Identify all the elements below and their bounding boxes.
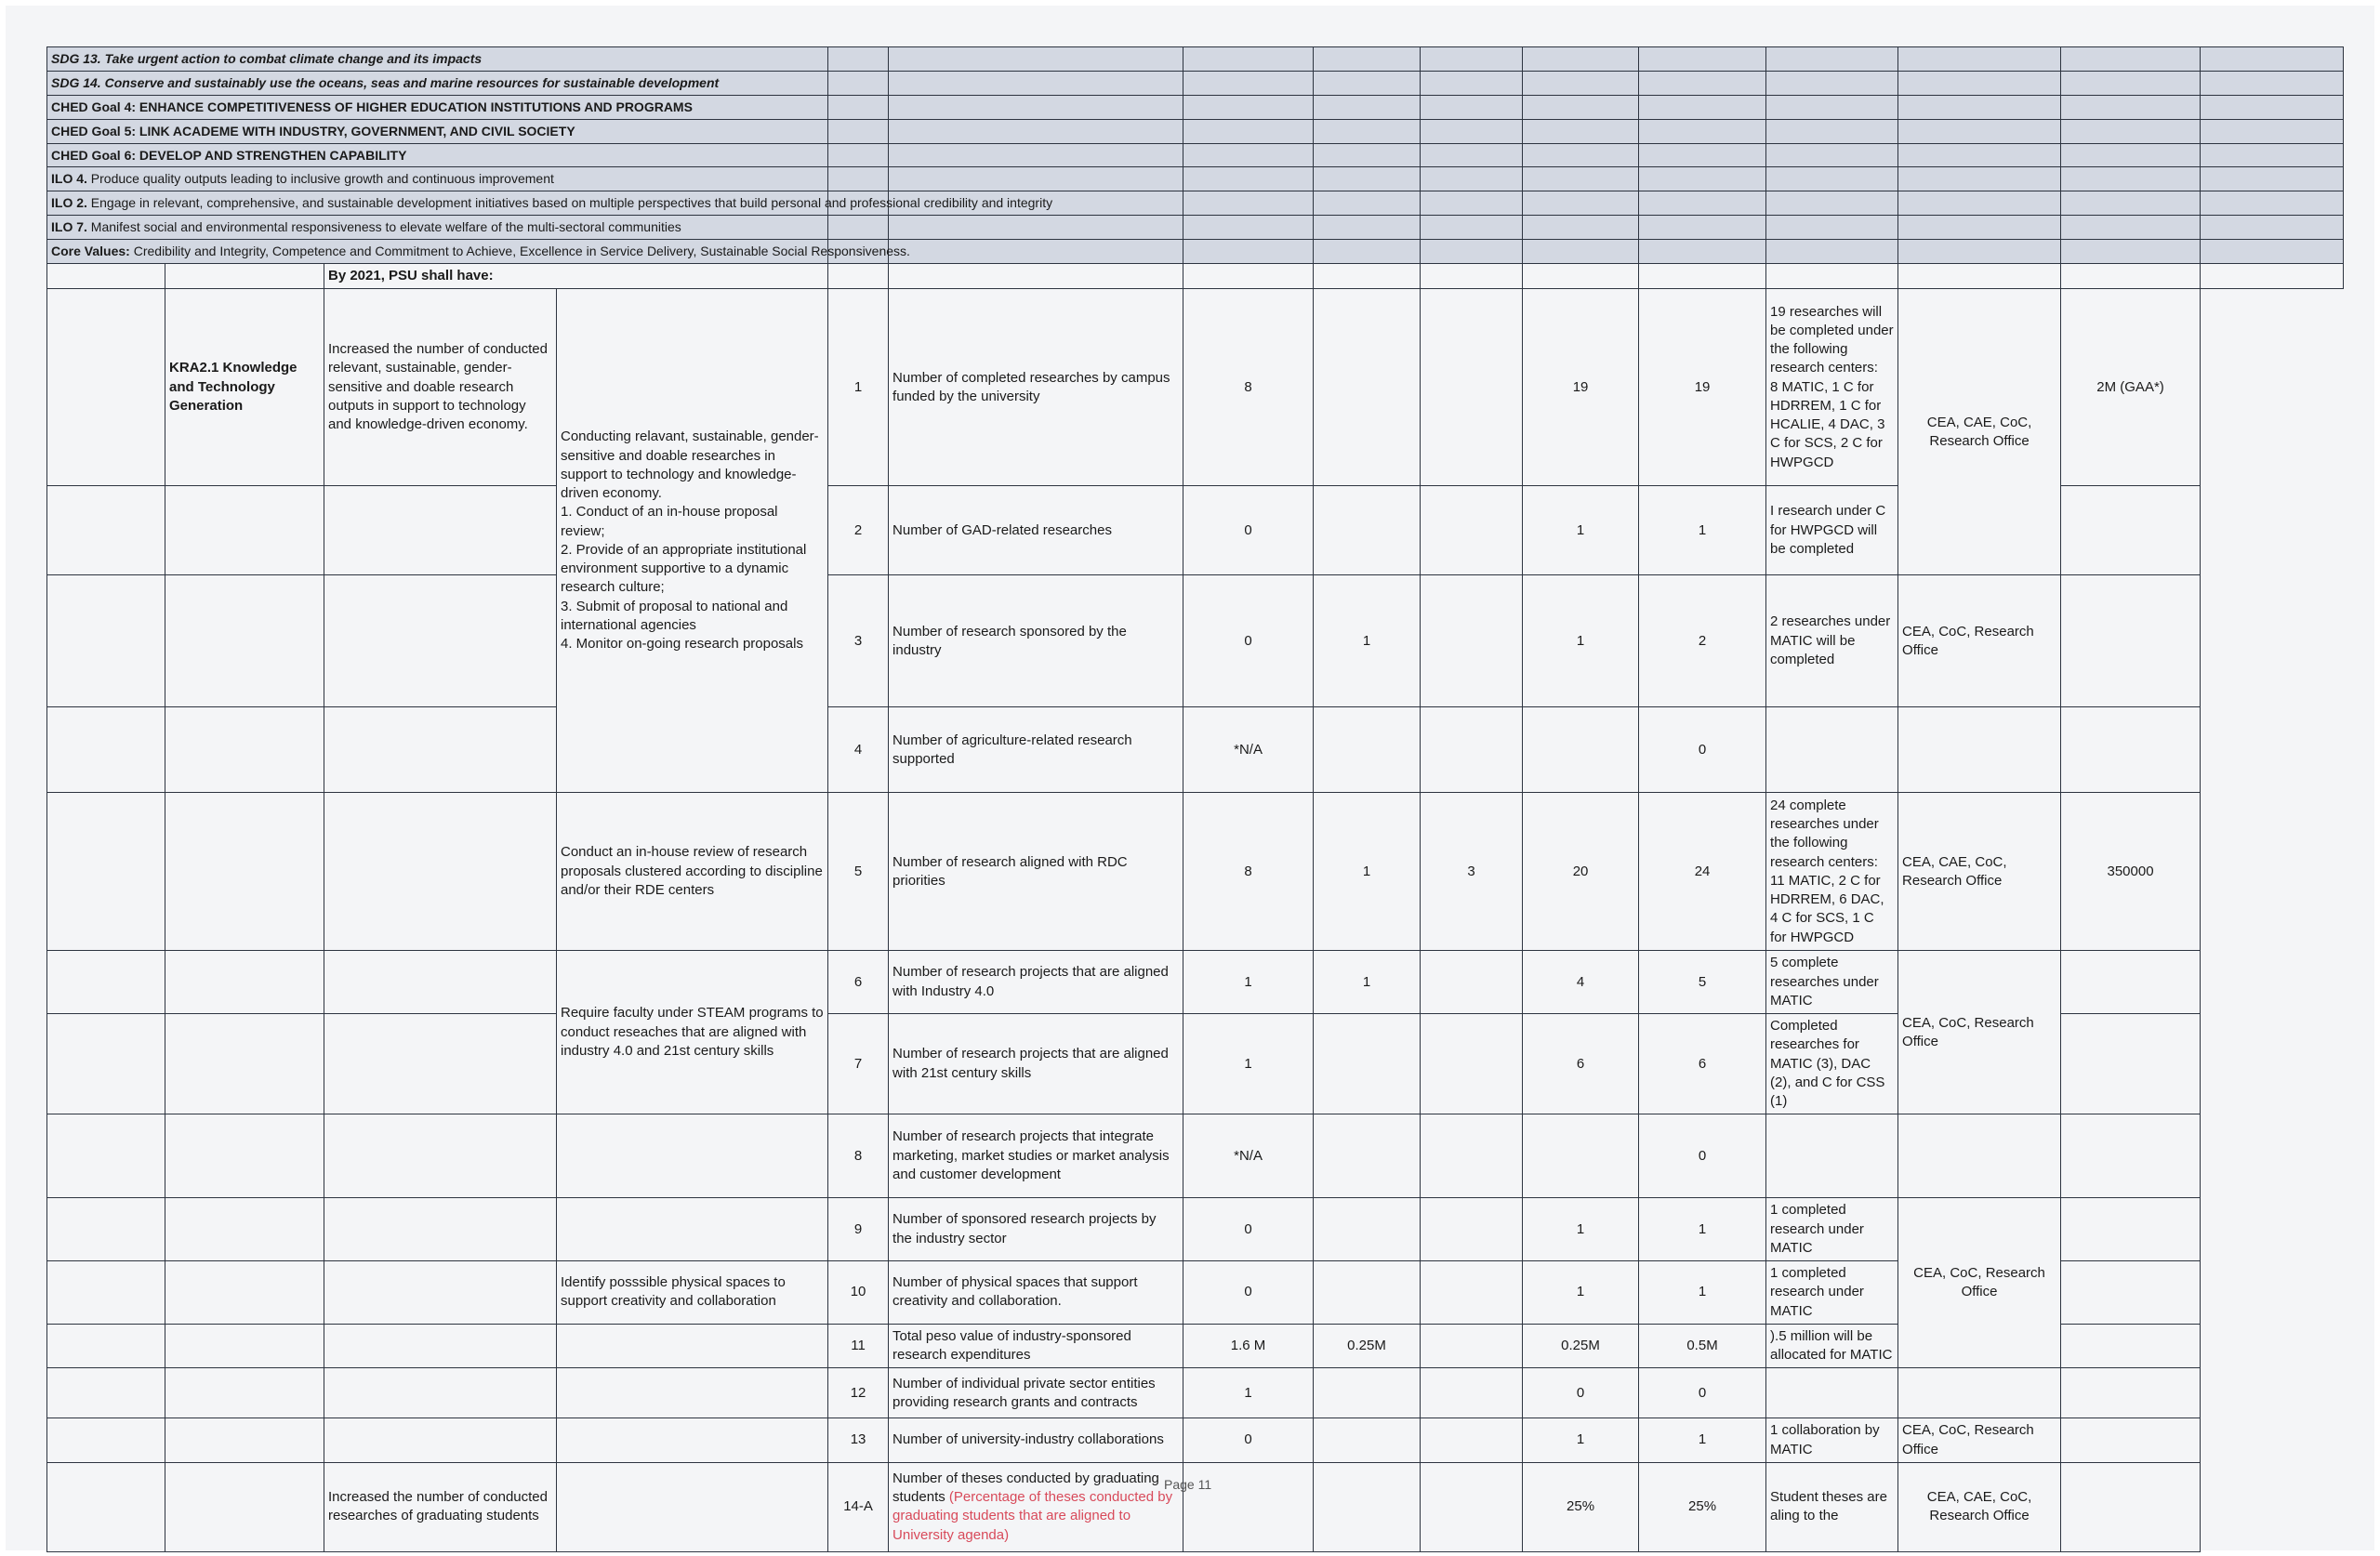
baseline: 8: [1183, 793, 1314, 951]
table-row: [47, 289, 2344, 486]
office: CEA, CoC, Research Office: [1898, 1418, 2061, 1463]
remarks: [1766, 707, 1898, 793]
q1: 1: [1314, 575, 1421, 707]
outcome-1: Increased the number of conducted relevant, sustainable, gender-sensitive and doable research outputs in support to technology and knowledge-driven economy.: [324, 289, 557, 486]
q1: [1314, 707, 1421, 793]
target: 1: [1639, 1261, 1766, 1325]
q3: [1523, 707, 1639, 793]
header-row-ilo2: [47, 191, 2344, 216]
header-row-ilo7: [47, 216, 2344, 240]
header-row-core-values: [47, 240, 2344, 264]
baseline: 0: [1183, 1418, 1314, 1463]
remarks: Student theses are aling to the: [1766, 1462, 1898, 1551]
by-2021-label: By 2021, PSU shall have:: [324, 264, 828, 289]
core-values-prefix: Core Values:: [51, 244, 130, 259]
q1: [1314, 486, 1421, 575]
ched-goal-6-label: CHED Goal 6: DEVELOP AND STRENGTHEN CAPABILITY: [47, 143, 828, 167]
target: 6: [1639, 1014, 1766, 1114]
table-row: [47, 1198, 2344, 1261]
remarks: 19 researches will be completed under the following research centers: 8 MATIC, 1 C for HDRREM, 1 C for HCALIE, 4 DAC, 3 C for SCS, 2 C for HWPGCD: [1766, 289, 1898, 486]
indicator: Number of sponsored research projects by the industry sector: [889, 1198, 1183, 1261]
q3: 6: [1523, 1014, 1639, 1114]
row-no: 6: [828, 951, 889, 1014]
q2: [1421, 707, 1523, 793]
office: CEA, CAE, CoC, Research Office: [1898, 289, 2061, 575]
budget: [2061, 486, 2201, 575]
q1: [1314, 1198, 1421, 1261]
row-no: 8: [828, 1114, 889, 1198]
outcome-2: Increased the number of conducted researches of graduating students: [324, 1462, 557, 1551]
indicator: Number of research projects that integrate marketing, market studies or market analysis and customer development: [889, 1114, 1183, 1198]
q2: 3: [1421, 793, 1523, 951]
office: [1898, 1114, 2061, 1198]
table-row: [47, 707, 2344, 793]
row-no: 11: [828, 1324, 889, 1368]
office: CEA, CAE, CoC, Research Office: [1898, 1462, 2061, 1551]
operational-plan-table: [46, 46, 2344, 1552]
q3: [1523, 1114, 1639, 1198]
remarks: 24 complete researches under the following research centers: 11 MATIC, 2 C for HDRREM, 6 DAC, 4 C for SCS, 1 C for HWPGCD: [1766, 793, 1898, 951]
ched-goal-4-label: CHED Goal 4: ENHANCE COMPETITIVENESS OF HIGHER EDUCATION INSTITUTIONS AND PROGRAMS: [47, 95, 828, 119]
row-no: 4: [828, 707, 889, 793]
blank-cell: [47, 289, 165, 486]
row-no: 14-A: [828, 1462, 889, 1551]
target: 19: [1639, 289, 1766, 486]
indicator-note: (Percentage of theses conducted by graduating students that are aligned to University agenda): [892, 1489, 1173, 1543]
budget: 2M (GAA*): [2061, 289, 2201, 486]
row-no: 5: [828, 793, 889, 951]
baseline: *N/A: [1183, 707, 1314, 793]
ilo7-prefix: ILO 7.: [51, 219, 87, 235]
target: 5: [1639, 951, 1766, 1014]
budget: [2061, 1198, 2201, 1261]
baseline: 8: [1183, 289, 1314, 486]
table-row: [47, 1418, 2344, 1463]
table-row: [47, 793, 2344, 951]
table-row: [47, 1368, 2344, 1418]
budget: [2061, 1324, 2201, 1368]
remarks: 1 collaboration by MATIC: [1766, 1418, 1898, 1463]
q3: 19: [1523, 289, 1639, 486]
q3: 0: [1523, 1368, 1639, 1418]
target: 2: [1639, 575, 1766, 707]
target: 0: [1639, 707, 1766, 793]
indicator: Number of individual private sector entities providing research grants and contracts: [889, 1368, 1183, 1418]
office: CEA, CoC, Research Office: [1898, 575, 2061, 707]
q2: [1421, 289, 1523, 486]
baseline: 1: [1183, 1368, 1314, 1418]
q1: [1314, 1014, 1421, 1114]
page-number: Page 11: [1164, 1477, 1212, 1492]
q1: [1314, 1261, 1421, 1325]
indicator: Number of research projects that are aligned with Industry 4.0: [889, 951, 1183, 1014]
core-values-label: [47, 240, 910, 264]
office: CEA, CoC, Research Office: [1898, 1198, 2061, 1368]
row-no: 3: [828, 575, 889, 707]
q1: [1314, 1114, 1421, 1198]
q3: 1: [1523, 1198, 1639, 1261]
office: [1898, 1368, 2061, 1418]
target: 24: [1639, 793, 1766, 951]
table-row: [47, 1114, 2344, 1198]
remarks: 2 researches under MATIC will be completed: [1766, 575, 1898, 707]
ched-goal-5-label: CHED Goal 5: LINK ACADEME WITH INDUSTRY, GOVERNMENT, AND CIVIL SOCIETY: [47, 119, 828, 143]
table-row: [47, 1462, 2344, 1551]
remarks: [1766, 1368, 1898, 1418]
ilo4-text: Produce quality outputs leading to inclusive growth and continuous improvement: [90, 171, 554, 187]
ilo4-label: [47, 167, 828, 191]
indicator-text: Number of theses conducted by graduating students: [892, 1470, 1159, 1506]
remarks: 5 complete researches under MATIC: [1766, 951, 1898, 1014]
q2: [1421, 1114, 1523, 1198]
baseline: 1.6 M: [1183, 1324, 1314, 1368]
ilo4-prefix: ILO 4.: [51, 171, 87, 187]
ilo2-prefix: ILO 2.: [51, 195, 87, 211]
baseline: [1183, 1462, 1314, 1551]
q2: [1421, 1462, 1523, 1551]
indicator: Number of research aligned with RDC priorities: [889, 793, 1183, 951]
indicator: Number of research projects that are aligned with 21st century skills: [889, 1014, 1183, 1114]
office: CEA, CoC, Research Office: [1898, 951, 2061, 1114]
q1: 1: [1314, 951, 1421, 1014]
budget: [2061, 1014, 2201, 1114]
indicator: Total peso value of industry-sponsored research expenditures: [889, 1324, 1183, 1368]
baseline: 0: [1183, 1261, 1314, 1325]
q1: [1314, 1462, 1421, 1551]
budget: [2061, 1261, 2201, 1325]
remarks: 1 completed research under MATIC: [1766, 1198, 1898, 1261]
table-row: [47, 575, 2344, 707]
q1: [1314, 289, 1421, 486]
q1: 0.25M: [1314, 1324, 1421, 1368]
target: 1: [1639, 1198, 1766, 1261]
baseline: *N/A: [1183, 1114, 1314, 1198]
q3: 0.25M: [1523, 1324, 1639, 1368]
budget: [2061, 1368, 2201, 1418]
sdg14-label: SDG 14. Conserve and sustainably use the oceans, seas and marine resources for sustainable development: [47, 71, 828, 95]
target: 1: [1639, 486, 1766, 575]
q2: [1421, 1368, 1523, 1418]
target: 1: [1639, 1418, 1766, 1463]
office: CEA, CAE, CoC, Research Office: [1898, 793, 2061, 951]
remarks: ).5 million will be allocated for MATIC: [1766, 1324, 1898, 1368]
budget: [2061, 1462, 2201, 1551]
strategy-4: Identify posssible physical spaces to support creativity and collaboration: [557, 1261, 828, 1325]
target: 0: [1639, 1114, 1766, 1198]
ilo2-label: [47, 191, 1053, 216]
baseline: 0: [1183, 1198, 1314, 1261]
ilo7-text: Manifest social and environmental responsiveness to elevate welfare of the multi-sectoral communities: [90, 219, 681, 235]
row-no: 1: [828, 289, 889, 486]
q3: 1: [1523, 486, 1639, 575]
ilo2-text: Engage in relevant, comprehensive, and sustainable development initiatives based on multiple perspectives that build personal and professional credibility and integrity: [90, 195, 1053, 211]
table-row: [47, 951, 2344, 1014]
budget: [2061, 707, 2201, 793]
header-row-sdg14: [47, 71, 2344, 95]
q2: [1421, 575, 1523, 707]
q3: 4: [1523, 951, 1639, 1014]
q3: 25%: [1523, 1462, 1639, 1551]
indicator: Number of research sponsored by the industry: [889, 575, 1183, 707]
header-row-ilo4: [47, 167, 2344, 191]
indicator: Number of agriculture-related research supported: [889, 707, 1183, 793]
budget: [2061, 1418, 2201, 1463]
kra-label: KRA2.1 Knowledge and Technology Generation: [165, 289, 324, 486]
scanned-page: [6, 6, 2374, 1550]
target: 25%: [1639, 1462, 1766, 1551]
header-row-sdg13: [47, 47, 2344, 72]
q1: [1314, 1418, 1421, 1463]
row-no: 2: [828, 486, 889, 575]
core-values-text: Credibility and Integrity, Competence and Commitment to Achieve, Excellence in Service Delivery, Sustainable Social Responsiveness.: [133, 244, 910, 259]
strategy-2: Conduct an in-house review of research proposals clustered according to discipline and/or their RDE centers: [557, 793, 828, 951]
row-no: 7: [828, 1014, 889, 1114]
q2: [1421, 486, 1523, 575]
baseline: 0: [1183, 575, 1314, 707]
header-row-ched4: [47, 95, 2344, 119]
q3: 1: [1523, 575, 1639, 707]
indicator: [889, 1462, 1183, 1551]
indicator: Number of university-industry collaborations: [889, 1418, 1183, 1463]
sdg13-label: SDG 13. Take urgent action to combat climate change and its impacts: [47, 47, 828, 72]
target: 0.5M: [1639, 1324, 1766, 1368]
budget: [2061, 951, 2201, 1014]
q3: 1: [1523, 1418, 1639, 1463]
remarks: Completed researches for MATIC (3), DAC (2), and C for CSS (1): [1766, 1014, 1898, 1114]
row-no: 13: [828, 1418, 889, 1463]
q2: [1421, 1014, 1523, 1114]
budget: [2061, 1114, 2201, 1198]
indicator: Number of physical spaces that support creativity and collaboration.: [889, 1261, 1183, 1325]
target: 0: [1639, 1368, 1766, 1418]
header-row-ched6: [47, 143, 2344, 167]
q1: 1: [1314, 793, 1421, 951]
baseline: 1: [1183, 1014, 1314, 1114]
budget: [2061, 575, 2201, 707]
strategy-3: Require faculty under STEAM programs to conduct reseaches that are aligned with industry 4.0 and 21st century skills: [557, 951, 828, 1114]
q3: 1: [1523, 1261, 1639, 1325]
baseline: 0: [1183, 486, 1314, 575]
row-no: 9: [828, 1198, 889, 1261]
q2: [1421, 951, 1523, 1014]
remarks: [1766, 1114, 1898, 1198]
q2: [1421, 1198, 1523, 1261]
remarks: 1 completed research under MATIC: [1766, 1261, 1898, 1325]
q3: 20: [1523, 793, 1639, 951]
office: [1898, 707, 2061, 793]
remarks: I research under C for HWPGCD will be completed: [1766, 486, 1898, 575]
indicator: Number of completed researches by campus funded by the university: [889, 289, 1183, 486]
header-row-ched5: [47, 119, 2344, 143]
row-no: 10: [828, 1261, 889, 1325]
baseline: 1: [1183, 951, 1314, 1014]
row-no: 12: [828, 1368, 889, 1418]
q2: [1421, 1324, 1523, 1368]
ilo7-label: [47, 216, 828, 240]
by-2021-row: [47, 264, 2344, 289]
q1: [1314, 1368, 1421, 1418]
strategy-1: Conducting relavant, sustainable, gender-sensitive and doable researches in support to technology and knowledge-driven economy. 1. Conduct of an in-house proposal review; 2. Provide of an appropriate institutional environment supportive to a dynamic research culture; 3. Submit of proposal to national and international agencies 4. Monitor on-going research proposals: [557, 289, 828, 793]
q2: [1421, 1418, 1523, 1463]
indicator: Number of GAD-related researches: [889, 486, 1183, 575]
q2: [1421, 1261, 1523, 1325]
budget: 350000: [2061, 793, 2201, 951]
